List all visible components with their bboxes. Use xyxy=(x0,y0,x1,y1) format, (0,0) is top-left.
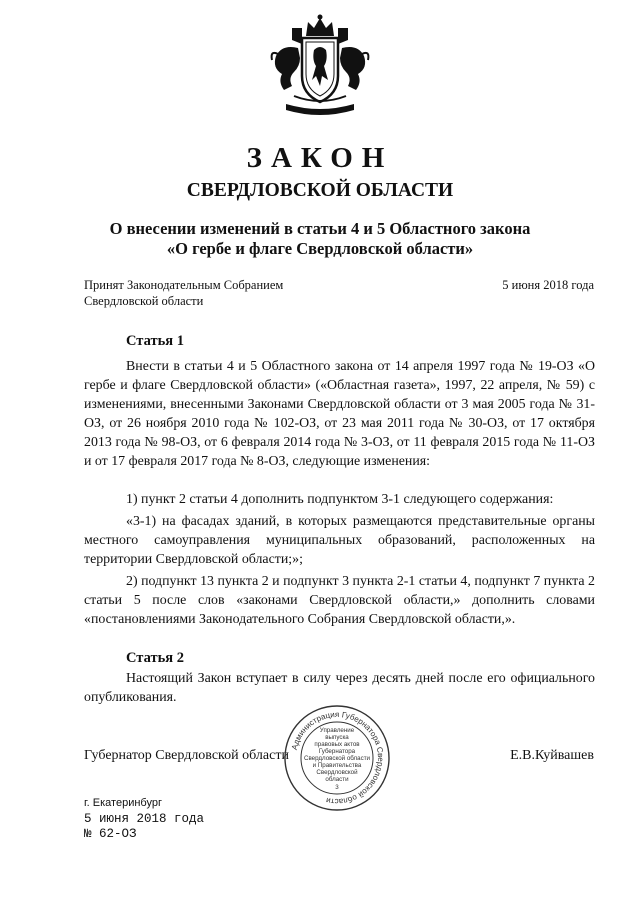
document-subtitle: СВЕРДЛОВСКОЙ ОБЛАСТИ xyxy=(186,180,454,201)
article-1-paragraph-1: Внести в статьи 4 и 5 Областного закона от 14 апреля 1997 года № 19-ОЗ «О гербе и флаге Свердловской области» («Областная газета», 1997, 22 апреля, № 59) с изменениями, внесенными Законами Свердловской области от 3 мая 2005 года № 31-ОЗ, от 26 ноября 2010 года № 102-ОЗ, от 23 мая 2011 года № 30-ОЗ, от 17 октября 2013 года № 98-ОЗ, от 6 февраля 2014 года № 3-ОЗ, от 11 февраля 2015 года № 11-ОЗ и от 17 февраля 2017 года № 8-ОЗ, следующие изменения: xyxy=(84,359,595,469)
official-stamp-icon xyxy=(282,703,392,813)
article-1-paragraph-2: 1) пункт 2 статьи 4 дополнить подпунктом 3-1 следующего содержания: xyxy=(126,492,554,507)
stamp-line-7: Свердловской xyxy=(316,769,358,776)
place-of-signing: г. Екатеринбург xyxy=(84,797,162,809)
signatory-position: Губернатор Свердловской области xyxy=(84,748,289,763)
adopted-by-line-1: Принят Законодательным Собранием xyxy=(84,278,284,292)
stamp-line-5: Свердловской области xyxy=(303,755,371,762)
signatory-name: Е.В.Куйвашев xyxy=(510,748,594,763)
stamp-line-2: выпуска xyxy=(325,734,349,741)
coat-of-arms-icon xyxy=(268,14,372,122)
stamp-line-1: Управление xyxy=(319,727,355,734)
law-heading-line-2: «О гербе и флаге Свердловской области» xyxy=(166,239,474,258)
stamp-ring-text: Администрация Губернатора Свердловской области xyxy=(289,709,386,807)
document-title: ЗАКОН xyxy=(246,142,394,174)
adopted-by-line-2: Свердловской области xyxy=(84,294,204,308)
article-1-title: Статья 1 xyxy=(126,333,184,349)
law-number: № 62-ОЗ xyxy=(84,827,137,841)
article-2-paragraph-1: Настоящий Закон вступает в силу через десять дней после его официального опубликования. xyxy=(84,671,595,705)
stamp-line-8: области xyxy=(325,776,349,783)
article-2-title: Статья 2 xyxy=(126,650,184,666)
article-1-paragraph-4: 2) подпункт 13 пункта 2 и подпункт 3 пункта 2-1 статьи 4, подпункт 7 пункта 2 статьи 5 после слов «законами Свердловской области,» дополнить словами «постановлениями Законодательного Собрания Свердловской области,». xyxy=(84,574,595,627)
signing-date: 5 июня 2018 года xyxy=(84,812,205,826)
adoption-date: 5 июня 2018 года xyxy=(502,278,594,292)
stamp-line-6: и Правительства xyxy=(312,762,362,769)
stamp-number: 3 xyxy=(335,784,339,791)
article-1-paragraph-3: «3-1) на фасадах зданий, в которых размещаются представительные органы местного самоуправления муниципальных образований, расположенных на территории Свердловской области;»; xyxy=(84,514,595,567)
stamp-line-4: Губернатора xyxy=(318,748,356,755)
law-heading-line-1: О внесении изменений в статьи 4 и 5 Областного закона xyxy=(109,219,531,238)
stamp-line-3: правовых актов xyxy=(314,741,360,748)
